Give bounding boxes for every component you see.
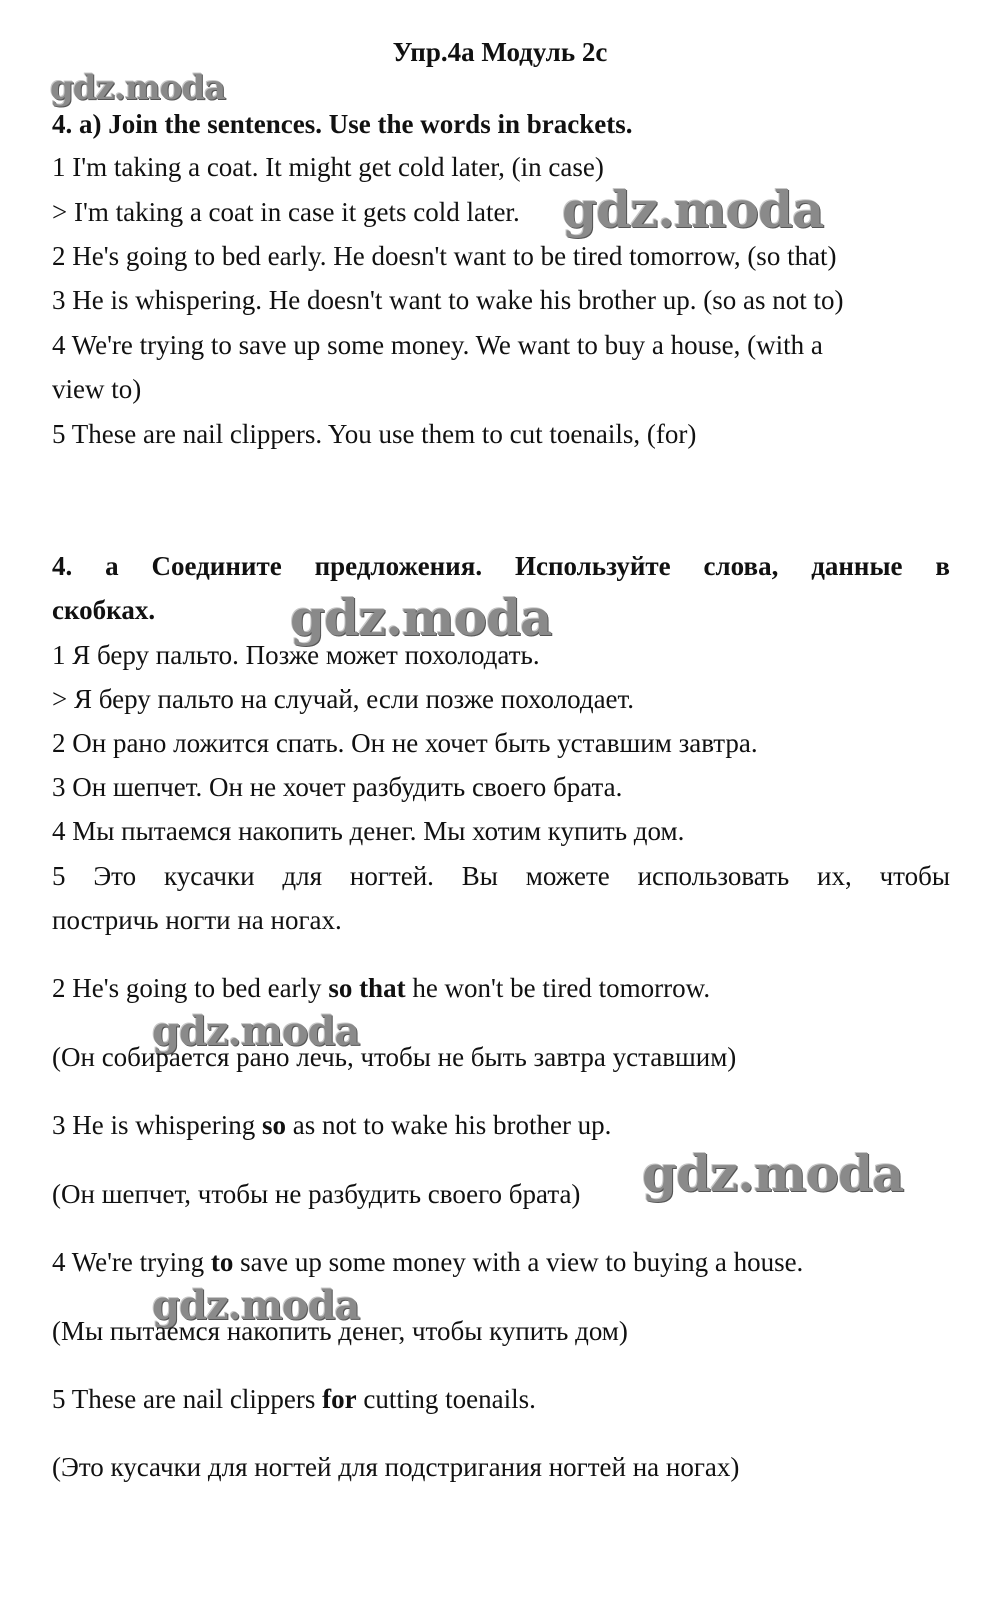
- watermark-logo: gdz.moda: [290, 588, 552, 647]
- answer-keyword: so that: [328, 973, 406, 1003]
- answer-translation: (Он шепчет, чтобы не разбудить своего брата): [52, 1179, 581, 1209]
- english-line: view to): [52, 374, 142, 404]
- russian-line: > Я беру пальто на случай, если позже похолодает.: [52, 684, 635, 714]
- russian-heading-cont: скобках.: [52, 595, 156, 625]
- russian-line: 5 Это кусачки для ногтей. Вы можете использовать их, чтобы: [52, 861, 950, 891]
- answer-line: 2 He's going to bed early so that he won't be tired tomorrow.: [52, 973, 711, 1003]
- answer-translation: (Это кусачки для ногтей для подстригания ногтей на ногах): [52, 1452, 740, 1482]
- russian-line: постричь ногти на ногах.: [52, 905, 342, 935]
- watermark-logo: gdz.moda: [642, 1144, 904, 1203]
- answer-keyword: for: [322, 1384, 357, 1414]
- answer-line: 3 He is whispering so as not to wake his brother up.: [52, 1110, 612, 1140]
- answer-translation: (Мы пытаемся накопить денег, чтобы купить дом): [52, 1316, 628, 1346]
- russian-line: 4 Мы пытаемся накопить денег. Мы хотим купить дом.: [52, 816, 685, 846]
- english-line: 1 I'm taking a coat. It might get cold later, (in case): [52, 152, 604, 182]
- english-line: 4 We're trying to save up some money. We want to buy a house, (with a: [52, 330, 823, 360]
- russian-heading: 4. а Соедините предложения. Используйте слова, данные в: [52, 551, 950, 581]
- russian-line: 3 Он шепчет. Он не хочет разбудить своего брата.: [52, 772, 623, 802]
- answer-line: 4 We're trying to save up some money with a view to buying a house.: [52, 1247, 804, 1277]
- watermark-logo: gdz.moda: [152, 1282, 360, 1329]
- english-line: 3 He is whispering. He doesn't want to wake his brother up. (so as not to): [52, 285, 844, 315]
- page-title: Упр.4а Модуль 2с: [392, 37, 608, 67]
- english-line: 2 He's going to bed early. He doesn't want to be tired tomorrow, (so that): [52, 241, 837, 271]
- answer-line: 5 These are nail clippers for cutting toenails.: [52, 1384, 536, 1414]
- answer-keyword: to: [210, 1247, 234, 1277]
- watermark-logo: gdz.moda: [152, 1008, 360, 1055]
- russian-line: 2 Он рано ложится спать. Он не хочет быть уставшим завтра.: [52, 728, 758, 758]
- watermark-logo: gdz.moda: [562, 180, 824, 239]
- english-line: > I'm taking a coat in case it gets cold later.: [52, 197, 520, 227]
- answer-translation: (Он собирается рано лечь, чтобы не быть завтра уставшим): [52, 1042, 737, 1072]
- answer-keyword: so: [261, 1110, 286, 1140]
- russian-line: 1 Я беру пальто. Позже может похолодать.: [52, 640, 540, 670]
- watermark-logo: gdz.moda: [50, 68, 226, 108]
- english-line: 5 These are nail clippers. You use them to cut toenails, (for): [52, 419, 697, 449]
- english-heading: 4. a) Join the sentences. Use the words in brackets.: [52, 109, 633, 139]
